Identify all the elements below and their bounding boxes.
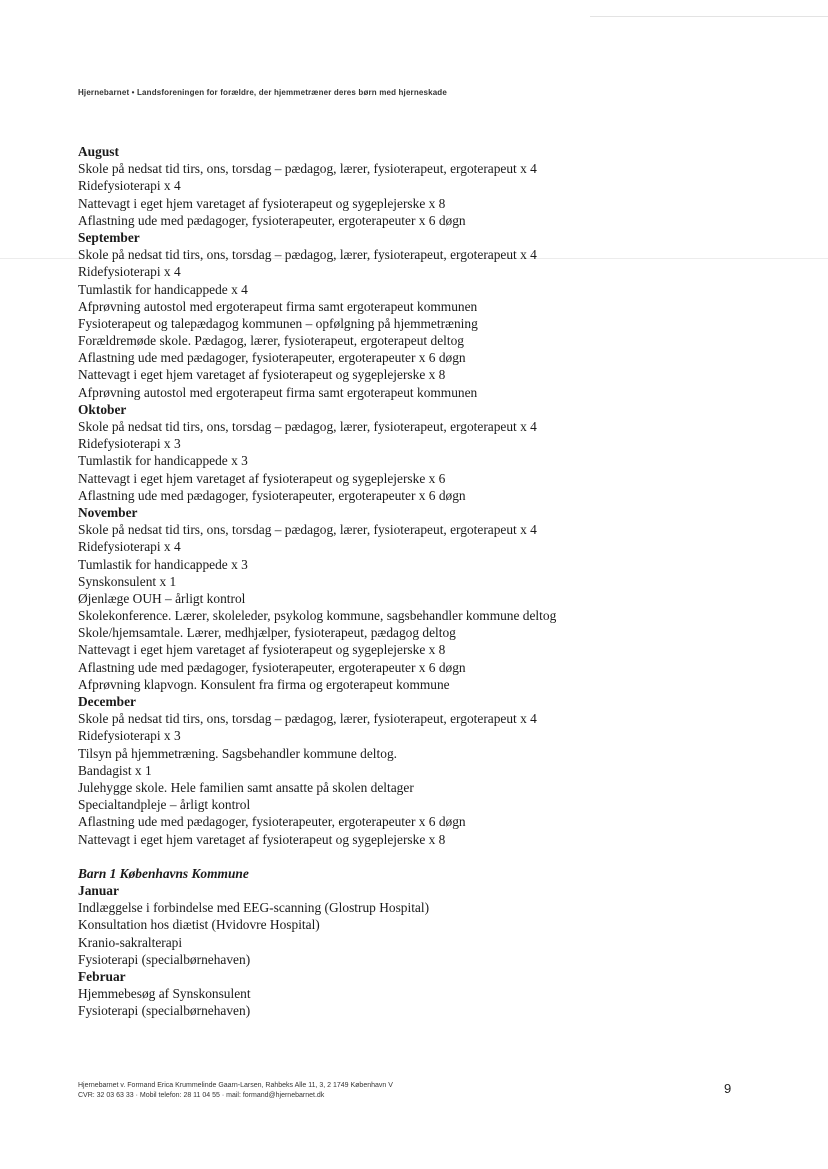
- list-item: Øjenlæge OUH – årligt kontrol: [78, 590, 246, 606]
- list-item: Ridefysioterapi x 4: [78, 264, 181, 280]
- list-item: Konsultation hos diætist (Hvidovre Hospital): [78, 917, 320, 933]
- footer-address: Hjernebarnet v. Formand Erica Krummelinde Gaarn-Larsen, Rahbeks Alle 11, 3, 2 1749 København V: [78, 1082, 393, 1089]
- list-item: Aflastning ude med pædagoger, fysioterapeuter, ergoterapeuter x 6 døgn: [78, 350, 466, 366]
- list-item: Synskonsulent x 1: [78, 573, 177, 589]
- list-item: Afprøvning autostol med ergoterapeut firma samt ergoterapeut kommunen: [78, 298, 478, 314]
- list-item: Julehygge skole. Hele familien samt ansatte på skolen deltager: [78, 779, 414, 795]
- month-heading: Februar: [78, 969, 126, 984]
- list-item: Specialtandpleje – årligt kontrol: [78, 797, 251, 813]
- list-item: Aflastning ude med pædagoger, fysioterapeuter, ergoterapeuter x 6 døgn: [78, 212, 466, 228]
- page-number: 9: [724, 1081, 732, 1096]
- list-item: Skole på nedsat tid tirs, ons, torsdag – pædagog, lærer, fysioterapeut, ergoterapeut x 4: [78, 522, 537, 538]
- month-heading: Oktober: [78, 401, 127, 417]
- scan-artifact-line: [590, 16, 828, 17]
- section-spacer: [78, 848, 778, 865]
- list-item: Fysioterapi (specialbørnehaven): [78, 1003, 251, 1019]
- list-item: Tumlastik for handicappede x 4: [78, 281, 248, 297]
- document-body: [78, 143, 778, 1020]
- list-item: Fysioterapeut og talepædagog kommunen – opfølgning på hjemmetræning: [78, 315, 478, 331]
- month-heading: September: [78, 229, 140, 245]
- list-item: Skole på nedsat tid tirs, ons, torsdag – pædagog, lærer, fysioterapeut, ergoterapeut x 4: [78, 247, 537, 263]
- list-item: Nattevagt i eget hjem varetaget af fysioterapeut og sygeplejerske x 8: [78, 831, 446, 847]
- list-item: Skole på nedsat tid tirs, ons, torsdag – pædagog, lærer, fysioterapeut, ergoterapeut x 4: [78, 161, 537, 177]
- month-heading: August: [78, 144, 119, 159]
- month-heading: November: [78, 504, 138, 520]
- footer-contact: CVR: 32 03 63 33 · Mobil telefon: 28 11 04 55 · mail: formand@hjernebarnet.dk: [78, 1092, 325, 1099]
- list-item: Nattevagt i eget hjem varetaget af fysioterapeut og sygeplejerske x 8: [78, 642, 446, 658]
- list-item: Nattevagt i eget hjem varetaget af fysioterapeut og sygeplejerske x 6: [78, 470, 446, 486]
- list-item: Ridefysioterapi x 3: [78, 728, 181, 744]
- list-item: Nattevagt i eget hjem varetaget af fysioterapeut og sygeplejerske x 8: [78, 367, 446, 383]
- list-item: Aflastning ude med pædagoger, fysioterapeuter, ergoterapeuter x 6 døgn: [78, 814, 466, 830]
- list-item: Bandagist x 1: [78, 762, 152, 778]
- list-item: Aflastning ude med pædagoger, fysioterapeuter, ergoterapeuter x 6 døgn: [78, 487, 466, 503]
- list-item: Fysioterapi (specialbørnehaven): [78, 951, 251, 967]
- list-item: Forældremøde skole. Pædagog, lærer, fysioterapeut, ergoterapeut deltog: [78, 333, 464, 349]
- list-item: Aflastning ude med pædagoger, fysioterapeuter, ergoterapeuter x 6 døgn: [78, 659, 466, 675]
- list-item: Tumlastik for handicappede x 3: [78, 556, 248, 572]
- list-item: Kranio-sakralterapi: [78, 934, 183, 950]
- list-item: Afprøvning autostol med ergoterapeut firma samt ergoterapeut kommunen: [78, 384, 478, 400]
- list-item: Indlæggelse i forbindelse med EEG-scanning (Glostrup Hospital): [78, 900, 430, 916]
- month-heading: December: [78, 694, 136, 709]
- page-header: Hjernebarnet • Landsforeningen for forældre, der hjemmetræner deres børn med hjerneskade: [78, 88, 447, 97]
- list-item: Tumlastik for handicappede x 3: [78, 453, 248, 469]
- list-item: Ridefysioterapi x 4: [78, 539, 181, 555]
- section-title: Barn 1 Københavns Kommune: [78, 865, 249, 881]
- list-item: Hjemmebesøg af Synskonsulent: [78, 986, 251, 1002]
- page-footer: [78, 1081, 393, 1101]
- list-item: Ridefysioterapi x 4: [78, 178, 181, 194]
- list-item: Skole/hjemsamtale. Lærer, medhjælper, fysioterapeut, pædagog deltog: [78, 625, 456, 641]
- list-item: Ridefysioterapi x 3: [78, 436, 181, 452]
- list-item: Afprøvning klapvogn. Konsulent fra firma og ergoterapeut kommune: [78, 676, 450, 692]
- list-item: Skole på nedsat tid tirs, ons, torsdag – pædagog, lærer, fysioterapeut, ergoterapeut x 4: [78, 419, 537, 434]
- list-item: Tilsyn på hjemmetræning. Sagsbehandler kommune deltog.: [78, 745, 397, 761]
- list-item: Nattevagt i eget hjem varetaget af fysioterapeut og sygeplejerske x 8: [78, 195, 446, 211]
- month-heading: Januar: [78, 883, 119, 899]
- list-item: Skolekonference. Lærer, skoleleder, psykolog kommune, sagsbehandler kommune deltog: [78, 608, 557, 624]
- list-item: Skole på nedsat tid tirs, ons, torsdag – pædagog, lærer, fysioterapeut, ergoterapeut x 4: [78, 711, 537, 727]
